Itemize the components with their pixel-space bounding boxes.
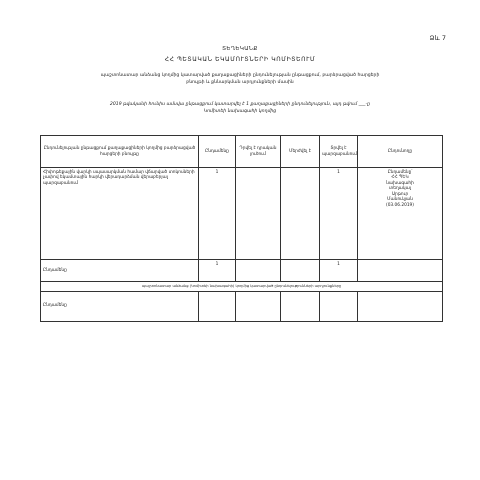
cell-nature: Հիփոթեքային վարկի սպասարկման համար վճարված տոկոսների չափով եկամտային հարկի վերադարձման վերաբերյալ պարզաբանում bbox=[41, 168, 199, 260]
reception-table bbox=[40, 135, 443, 322]
cell-official bbox=[358, 168, 443, 260]
table-note: պաշտոնատար անձանց (Կոմիտեի նախագահի) կողմից կատարված ընդունելությունների արդյունքները bbox=[41, 282, 443, 292]
total-clarified: 1 bbox=[320, 260, 358, 282]
total-label: Ընդամենը bbox=[41, 260, 199, 282]
official-line: Արթուր bbox=[391, 191, 409, 197]
heading-title: ՏԵՂԵԿԱՆՔ bbox=[222, 46, 258, 52]
header-clarified: Տրվել է պարզաբանում bbox=[320, 136, 358, 168]
official-line: տեղակալ bbox=[389, 186, 411, 192]
official-line: Մանուկյան bbox=[387, 197, 413, 203]
cell-total: 1 bbox=[199, 168, 236, 260]
cell-explained bbox=[281, 168, 320, 260]
total-explained bbox=[281, 260, 320, 282]
table-row bbox=[41, 168, 443, 260]
total-count: 1 bbox=[199, 260, 236, 282]
intro-line-4: Կոմիտեի նախագահի կողմից bbox=[203, 109, 277, 114]
intro-line-2: բնույթի և քննարկման արդյունքների մասին bbox=[186, 80, 294, 85]
intro-line-1: պաշտոնատար անձանց կողմից կատարված քաղաքացիների ընդունելության ընթացքում, բարձրացված հարցերի bbox=[100, 73, 380, 78]
total-row bbox=[41, 260, 443, 282]
official-line: Ընդամենը՝ bbox=[387, 169, 413, 175]
grand-total-positive bbox=[236, 291, 281, 321]
grand-total-label: Ընդամենը bbox=[41, 291, 199, 321]
intro-line-3: 2019 թվականի հունիս ամսվա ընթացքում կատարվել է 1 քաղաքացիների ընդունելություն, այդ թվում ___-ը bbox=[109, 102, 371, 107]
grand-total-official bbox=[358, 291, 443, 321]
table-header-row bbox=[41, 136, 443, 168]
header-official: Ընդունողը bbox=[358, 136, 443, 168]
total-positive bbox=[236, 260, 281, 282]
form-number: Ձև 7 bbox=[429, 34, 446, 42]
grand-total-row bbox=[41, 291, 443, 321]
grand-total-explained bbox=[281, 291, 320, 321]
official-line: ՀՀ ՊԵԿ bbox=[391, 175, 409, 181]
intro-paragraph bbox=[52, 72, 428, 86]
official-date: (03.06.2019) bbox=[386, 203, 414, 209]
total-official bbox=[358, 260, 443, 282]
header-explained: Մերժվել է bbox=[281, 136, 320, 168]
cell-positive bbox=[236, 168, 281, 260]
header-nature: Ընդունելության ընթացքում քաղաքացիների կողմից բարձրացված հարցերի բնույթը bbox=[41, 136, 199, 168]
heading-subtitle: ՀՀ ՊԵՏԱԿԱՆ ԵԿԱՄՈՒՏՆԵՐԻ ԿՈՄԻՏԵՈՒՄ bbox=[164, 56, 316, 63]
note-row bbox=[41, 282, 443, 292]
grand-total-clarified bbox=[320, 291, 358, 321]
intro-summary bbox=[52, 101, 428, 115]
grand-total-count bbox=[199, 291, 236, 321]
official-line: նախագահի bbox=[386, 180, 414, 186]
cell-clarified: 1 bbox=[320, 168, 358, 260]
header-positive: Դրվել է դրական լուծում bbox=[236, 136, 281, 168]
header-total: Ընդամենը bbox=[199, 136, 236, 168]
